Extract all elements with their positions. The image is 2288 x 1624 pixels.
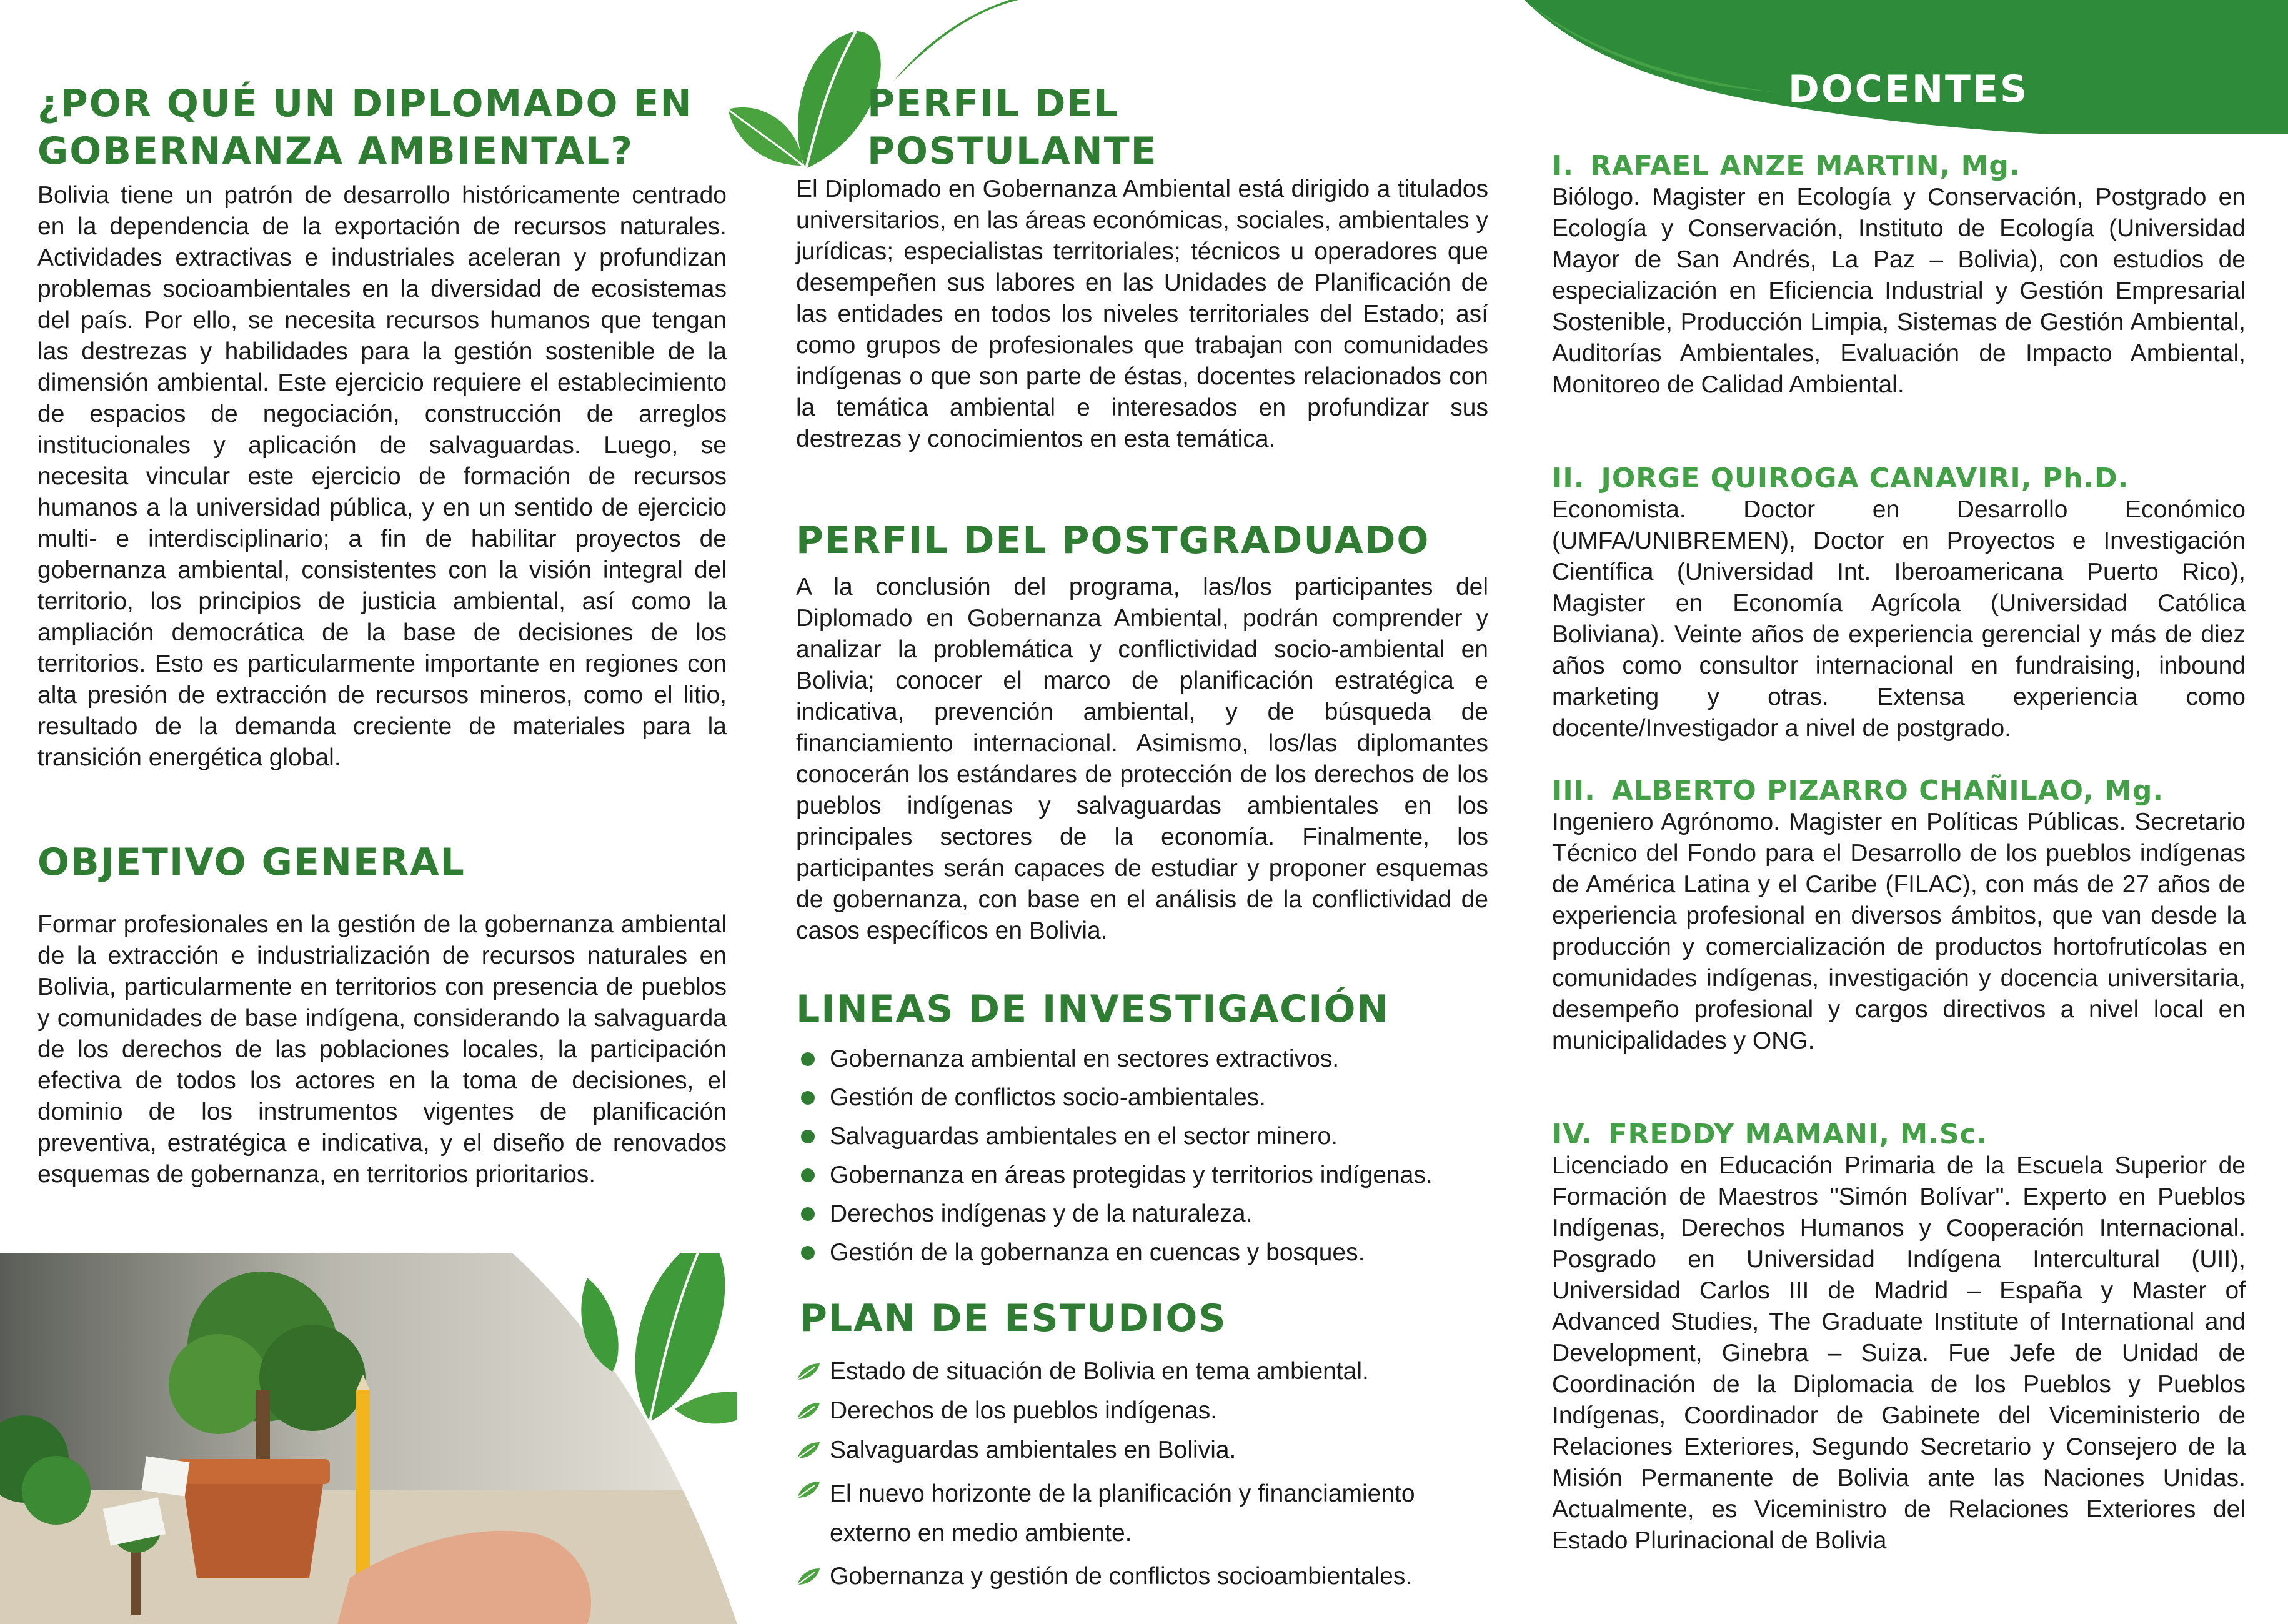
teacher-name: I. RAFAEL ANZE MARTIN, Mg.	[1552, 150, 2021, 182]
leaf-bullet-icon	[796, 1567, 821, 1586]
graduate-title: PERFIL DEL POSTGRADUADO	[796, 519, 1430, 562]
research-title: LINEAS DE INVESTIGACIÓN	[796, 987, 1390, 1031]
list-item: Derechos indígenas y de la naturaleza.	[796, 1198, 1502, 1230]
applicant-title	[867, 80, 1158, 175]
plan-list	[796, 1356, 1496, 1600]
teacher-bio: Economista. Doctor en Desarrollo Económico (UMFA/UNIBREMEN), Doctor en Proyectos e Investigación Científica (Universidad Int. Iberoamericana Puerto Rico), Magister en Economía Agrícola (Universidad Católica Boliviana). Veinte años de experiencia gerencial y más de diez años como consultor internacional en fundraising, inbound marketing y otras. Extensa experiencia como docente/Investigador a nivel de postgrado.	[1552, 496, 2246, 742]
applicant-title-line2: POSTULANTE	[867, 129, 1158, 173]
why-title-line1: ¿POR QUÉ UN DIPLOMADO EN	[37, 82, 693, 126]
bullet-dot-icon	[801, 1052, 815, 1066]
applicant-text: El Diplomado en Gobernanza Ambiental está dirigido a titulados universitarios, en las áreas económicas, sociales, ambientales y jurídicas; especialistas territoriales; técnicos u operadores que desempeñen sus labores en las Unidades de Planificación de las entidades en todos los niveles territoriales del Estado; así como grupos de profesionales que trabajan con comunidades indígenas o que son parte de éstas, docentes relacionados con la temática ambiental e interesados en profundizar sus destrezas y conocimientos en esta temática.	[796, 176, 1488, 452]
list-item: Salvaguardas ambientales en Bolivia.	[796, 1435, 1496, 1466]
list-item: Gestión de la gobernanza en cuencas y bosques.	[796, 1237, 1502, 1268]
plan-title: PLAN DE ESTUDIOS	[800, 1297, 1227, 1340]
why-title	[37, 80, 731, 175]
objective-title: OBJETIVO GENERAL	[37, 840, 465, 884]
list-item: Gobernanza y gestión de conflictos socioambientales.	[796, 1561, 1496, 1592]
list-item: El nuevo horizonte de la planificación y financiamiento externo en medio ambiente.	[796, 1474, 1496, 1553]
teacher-name: II. JORGE QUIROGA CANAVIRI, Ph.D.	[1552, 462, 2129, 494]
applicant-title-line1: PERFIL DEL	[867, 82, 1119, 126]
docentes-banner-title: DOCENTES	[1788, 67, 2029, 111]
bullet-dot-icon	[801, 1130, 815, 1143]
teacher-bio: Licenciado en Educación Primaria de la Escuela Superior de Formación de Maestros "Simón Bolívar". Experto en Pueblos Indígenas, Derechos Humanos y Cooperación Internacional. Posgrado en Universidad Indígena Intercultural (UII), Universidad Carlos III de Madrid – España y Master of Advanced Studies, The Graduate Institute of International and Development, Ginebra – Suiza. Fue Jefe de Unidad de Coordinación de la Diplomacia de los Pueblos y Pueblos Indígenas, Coordinador de Gabinete del Viceministerio de Relaciones Exteriores, Segundo Secretario y Consejero de la Misión Permanente de Bolivia ante las Naciones Unidas. Actualmente, es Viceministro de Relaciones Exteriores del Estado Plurinacional de Bolivia	[1552, 1152, 2246, 1554]
why-text: Bolivia tiene un patrón de desarrollo históricamente centrado en la dependencia de la exportación de recursos naturales. Actividades extractivas e industriales aceleran y profundizan problemas socioambientales en la diversidad de ecosistemas del país. Por ello, se necesita recursos humanos que tengan las destrezas y habilidades para la gestión sostenible de la dimensión ambiental. Este ejercicio requiere el establecimiento de espacios de negociación, construcción de arreglos institucionales y aplicación de salvaguardas. Luego, se necesita vincular este ejercicio de formación de recursos humanos a la universidad pública, y en un sentido de ejercicio multi- e interdisciplinario; a fin de habilitar proyectos de gobernanza ambiental, consistentes con la visión integral del territorio, los principios de justicia ambiental, así como la ampliación democrática de la base de decisiones de los territorios. Esto es particularmente importante en regiones con alta presión de extracción de recursos mineros, como el litio, resultado de la demanda creciente de materiales para la transición energética global.	[37, 182, 727, 771]
list-item: Estado de situación de Bolivia en tema ambiental.	[796, 1356, 1496, 1387]
teacher-block	[1552, 462, 2246, 744]
bullet-dot-icon	[801, 1168, 815, 1182]
list-item: Gestión de conflictos socio-ambientales.	[796, 1082, 1502, 1113]
research-list	[796, 1044, 1502, 1276]
list-item: Derechos de los pueblos indígenas.	[796, 1395, 1496, 1427]
bullet-dot-icon	[801, 1207, 815, 1221]
teacher-block	[1552, 1118, 2246, 1557]
plant-photo	[0, 1253, 737, 1624]
teacher-name: III. ALBERTO PIZARRO CHAÑILAO, Mg.	[1552, 775, 2164, 807]
list-item: Gobernanza ambiental en sectores extractivos.	[796, 1044, 1502, 1075]
teacher-bio: Ingeniero Agrónomo. Magister en Políticas Públicas. Secretario Técnico del Fondo para el Desarrollo de los pueblos indígenas de América Latina y el Caribe (FILAC), con más de 27 años de experiencia profesional en diversos ámbitos, que van desde la producción y comercialización de productos hortofrutícolas en comunidades indígenas, investigación y docencia universitaria, desempeño profesional y cargos directivos a nivel local en municipalidades y ONG.	[1552, 809, 2246, 1054]
list-item: Salvaguardas ambientales en el sector minero.	[796, 1121, 1502, 1152]
leaf-bullet-icon	[796, 1441, 821, 1460]
graduate-text: A la conclusión del programa, las/los participantes del Diplomado en Gobernanza Ambiental, podrán comprender y analizar la problemática y conflictividad socio-ambiental en Bolivia; conocer el marco de planificación estratégica e indicativa, prevención ambiental, y de búsqueda de financiamiento internacional. Asimismo, los/las diplomantes conocerán los estándares de protección de los derechos de los pueblos indígenas y salvaguardas ambientales en los principales sectores de la economía. Finalmente, los participantes serán capaces de estudiar y proponer esquemas de gobernanza, con base en el análisis de la conflictividad de casos específicos en Bolivia.	[796, 574, 1488, 944]
leaf-bullet-icon	[796, 1362, 821, 1381]
teacher-block	[1552, 775, 2246, 1057]
bullet-dot-icon	[801, 1246, 815, 1260]
teacher-bio: Biólogo. Magister en Ecología y Conservación, Postgrado en Ecología y Conservación, Instituto de Ecología (Universidad Mayor de San Andrés, La Paz – Bolivia), con estudios de especialización en Eficiencia Industrial y Gestión Empresarial Sostenible, Producción Limpia, Sistemas de Gestión Ambiental, Auditorías Ambientales, Evaluación de Impacto Ambiental, Monitoreo de Calidad Ambiental.	[1552, 184, 2246, 398]
bullet-dot-icon	[801, 1091, 815, 1105]
teacher-name: IV. FREDDY MAMANI, M.Sc.	[1552, 1118, 1988, 1150]
leaf-bullet-icon	[796, 1480, 821, 1499]
objective-text: Formar profesionales en la gestión de la gobernanza ambiental de la extracción e industrialización de recursos naturales en Bolivia, particularmente en territorios con presencia de pueblos y comunidades de base indígena, considerando la salvaguarda de los derechos de las poblaciones locales, la participación efectiva de todos los actores en la toma de decisiones, el dominio de los instrumentos vigentes de planificación preventiva, estratégica e indicativa, y el diseño de renovados esquemas de gobernanza, en territorios prioritarios.	[37, 911, 727, 1188]
list-item: Gobernanza en áreas protegidas y territorios indígenas.	[796, 1160, 1502, 1191]
why-title-line2: GOBERNANZA AMBIENTAL?	[37, 129, 634, 173]
leaf-bullet-icon	[796, 1402, 821, 1420]
teacher-block	[1552, 150, 2246, 401]
